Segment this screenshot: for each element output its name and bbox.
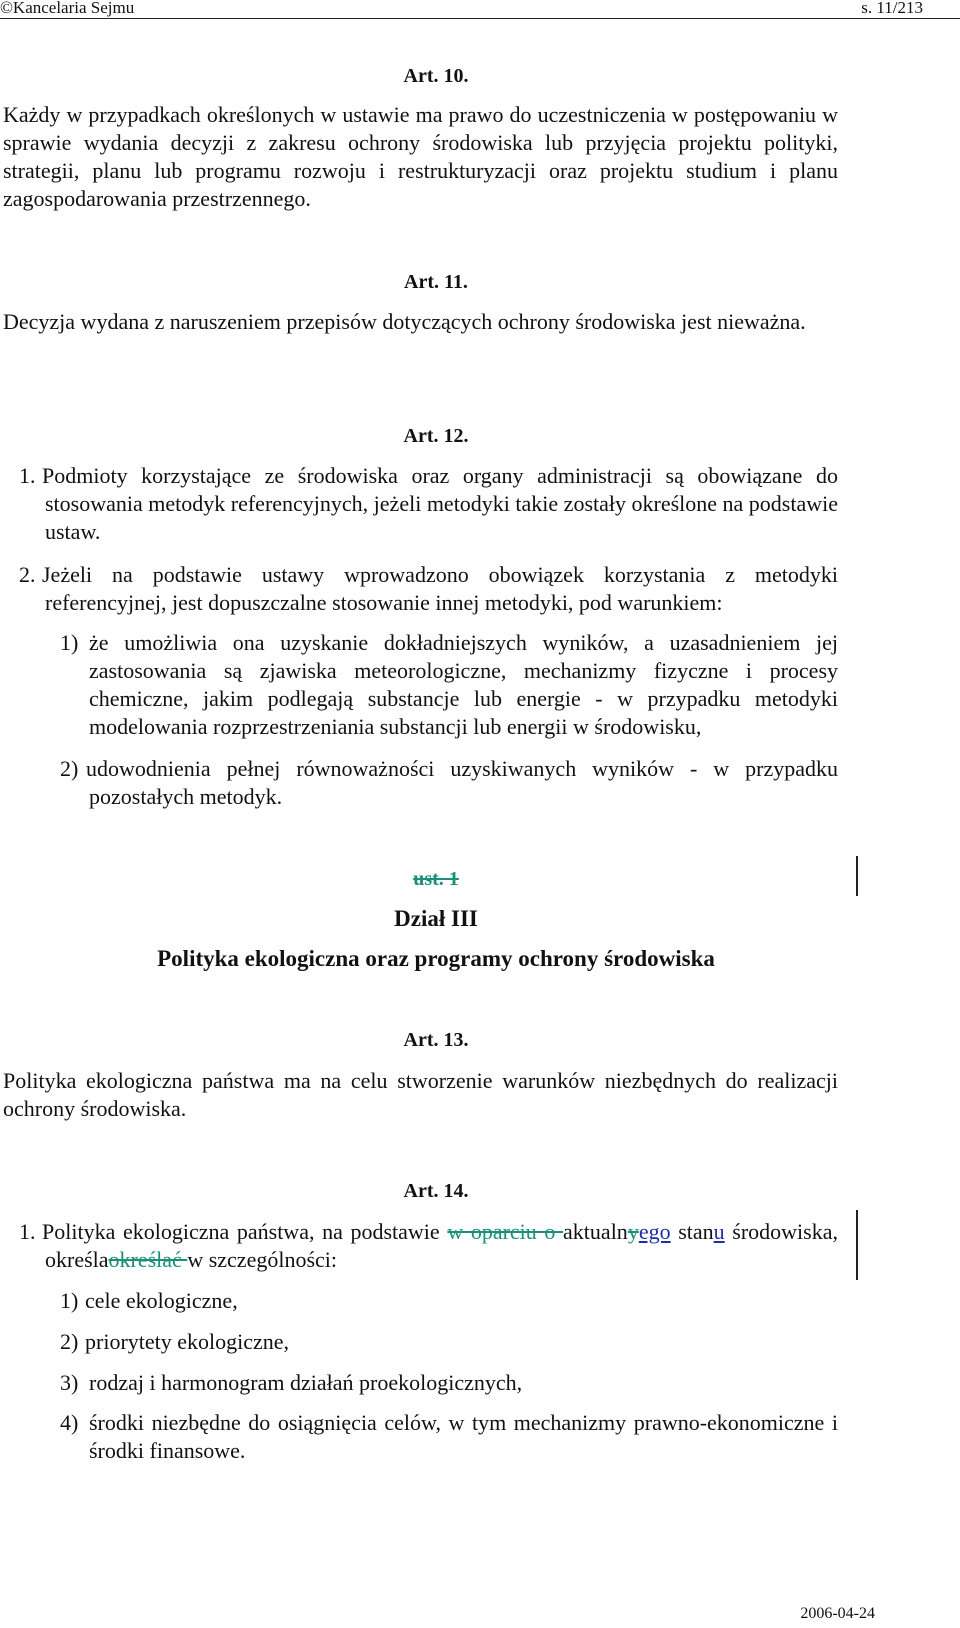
art-14-p1-text bbox=[42, 1218, 838, 1274]
art-14-text-run: w szczególności: bbox=[187, 1247, 337, 1272]
art-14-item-text: rodzaj i harmonogram działań proekologicznych, bbox=[89, 1370, 523, 1395]
change-bar bbox=[856, 1210, 858, 1280]
art-14-item-number: 1) bbox=[60, 1288, 79, 1313]
change-bar bbox=[856, 856, 858, 896]
footer-date: 2006-04-24 bbox=[800, 1605, 875, 1622]
art-14-item-text: priorytety ekologiczne, bbox=[85, 1329, 290, 1354]
art-12-i2-text: udowodnienia pełnej równoważności uzyskiwanych wyników - w przypadku pozostałych metodyk. bbox=[86, 756, 838, 809]
art-14-item-text: środki niezbędne do osiągnięcia celów, w tym mechanizmy prawno-ekonomiczne i środki finansowe. bbox=[89, 1410, 838, 1463]
art-12-p1-number: 1. bbox=[19, 463, 36, 488]
art-14-title: Art. 14. bbox=[403, 1180, 469, 1202]
art-14-item-number: 3) bbox=[60, 1370, 79, 1395]
section-subtitle: Polityka ekologiczna oraz programy ochrony środowiska bbox=[157, 946, 715, 971]
art-10-title: Art. 10. bbox=[403, 65, 469, 87]
art-14-item-3 bbox=[0, 1369, 838, 1397]
art-11-title: Art. 11. bbox=[404, 271, 468, 293]
art-12-p2-text: Jeżeli na podstawie ustawy wprowadzono obowiązek korzystania z metodyki referencyjnej, jest dopuszczalne stosowanie innej metodyki, pod warunkiem: bbox=[42, 562, 838, 615]
art-12-p1-text: Podmioty korzystające ze środowiska oraz organy administracji są obowiązane do stosowania metodyk referencyjnych, jeżeli metodyki takie zostały określone na podstawie ustaw. bbox=[42, 463, 838, 544]
inserted-text: u bbox=[713, 1219, 725, 1244]
section-title: Dział III bbox=[394, 906, 478, 931]
art-14-paragraph-1 bbox=[0, 1218, 838, 1274]
art-12-p2-number: 2. bbox=[19, 562, 36, 587]
header-divider bbox=[0, 18, 960, 19]
deleted-text: w oparciu o bbox=[447, 1219, 564, 1244]
art-13-title: Art. 13. bbox=[403, 1029, 469, 1051]
art-12-item-1 bbox=[0, 629, 838, 741]
art-12-paragraph-2 bbox=[0, 561, 838, 617]
art-14-p1-number: 1. bbox=[19, 1219, 36, 1244]
art-14-text-run: środowiska, określa bbox=[45, 1219, 838, 1272]
art-14-text-run: Polityka ekologiczna państwa, na podstawie bbox=[42, 1219, 448, 1244]
deleted-text: określać bbox=[108, 1247, 188, 1272]
art-14-item-number: 2) bbox=[60, 1329, 79, 1354]
art-14-item-1 bbox=[0, 1287, 838, 1315]
header-source: ©Kancelaria Sejmu bbox=[0, 0, 135, 17]
art-12-item-2 bbox=[0, 755, 838, 811]
art-14-item-2 bbox=[0, 1328, 838, 1356]
art-12-i1-number: 1) bbox=[60, 630, 79, 655]
art-12-i2-number: 2) bbox=[60, 756, 79, 781]
art-14-item-text: cele ekologiczne, bbox=[85, 1288, 238, 1313]
deleted-heading: ust. 1 bbox=[413, 868, 459, 890]
art-14-item-4 bbox=[0, 1409, 838, 1465]
art-13-text: Polityka ekologiczna państwa ma na celu stworzenie warunków niezbędnych do realizacji ochrony środowiska. bbox=[3, 1068, 838, 1121]
header-page-number: s. 11/213 bbox=[861, 0, 923, 17]
art-14-item-number: 4) bbox=[60, 1410, 79, 1435]
art-10-text: Każdy w przypadkach określonych w ustawie ma prawo do uczestniczenia w postępowaniu w sprawie wydania decyzji z zakresu ochrony środowiska lub przyjęcia projektu polityki, strategii, planu lub programu rozwoju i restrukturyzacji oraz projektu studium i planu zagospodarowania przestrzennego. bbox=[3, 102, 838, 211]
deleted-text: y bbox=[627, 1219, 639, 1244]
art-11-text: Decyzja wydana z naruszeniem przepisów dotyczących ochrony środowiska jest nieważna. bbox=[3, 309, 806, 334]
art-12-paragraph-1 bbox=[0, 462, 838, 546]
art-12-i1-text: że umożliwia ona uzyskanie dokładniejszych wyników, a uzasadnieniem jej zastosowania są zjawiska meteorologiczne, mechanizmy fizyczne i procesy chemiczne, jakim podlegają substancje lub energie - w przypadku metodyki modelowania rozprzestrzeniania substancji lub energii w środowisku, bbox=[89, 630, 838, 739]
art-14-text-run: aktualn bbox=[563, 1219, 628, 1244]
inserted-text: ego bbox=[638, 1219, 671, 1244]
art-12-title: Art. 12. bbox=[403, 425, 469, 447]
art-14-text-run: stan bbox=[670, 1219, 714, 1244]
